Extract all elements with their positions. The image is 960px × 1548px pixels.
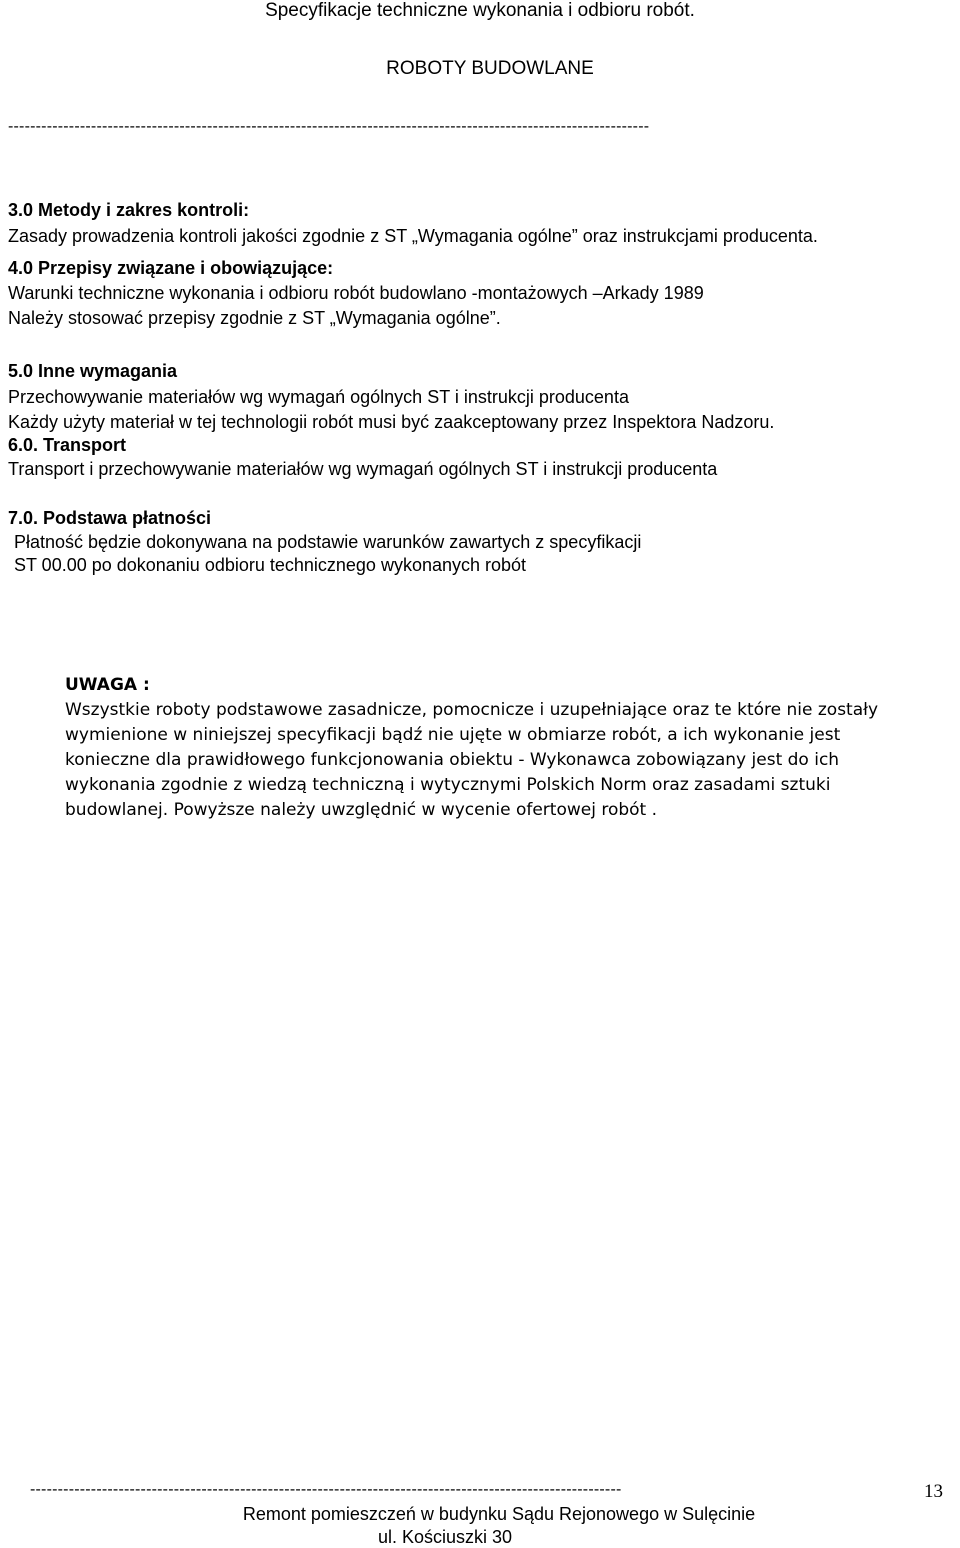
section-6-line: Transport i przechowywanie materiałów wg wymagań ogólnych ST i instrukcji producenta bbox=[8, 459, 718, 479]
warning-label: UWAGA : bbox=[65, 675, 150, 695]
section-7-line: Płatność będzie dokonywana na podstawie warunków zawartych z specyfikacji bbox=[14, 532, 642, 552]
section-5-line: Przechowywanie materiałów wg wymagań ogólnych ST i instrukcji producenta bbox=[8, 387, 629, 407]
section-4-line: Należy stosować przepisy zgodnie z ST „Wymagania ogólne”. bbox=[8, 308, 501, 328]
warning-line: Wszystkie roboty podstawowe zasadnicze, pomocnicze i uzupełniające oraz te które nie zostały bbox=[65, 700, 879, 720]
section-4-line: Warunki techniczne wykonania i odbioru robót budowlano -montażowych –Arkady 1989 bbox=[8, 283, 704, 303]
footer-line-1: Remont pomieszczeń w budynku Sądu Rejonowego w Sulęcinie bbox=[242, 1504, 756, 1524]
footer-separator: ----------------------------------------------------------------------------------------------------------- bbox=[30, 1481, 622, 1498]
footer-line-2: ul. Kościuszki 30 bbox=[377, 1527, 513, 1547]
warning-line: wymienione w niniejszej specyfikacji bądź nie ujęte w obmiarze robót, a ich wykonanie jest bbox=[65, 725, 841, 745]
section-5-heading: 5.0 Inne wymagania bbox=[8, 361, 178, 381]
warning-line: wykonania zgodnie z wiedzą techniczną i wytycznymi Polskich Norm oraz zasadami sztuki bbox=[65, 775, 831, 795]
document-subtitle: ROBOTY BUDOWLANE bbox=[386, 58, 594, 79]
page-number: 13 bbox=[924, 1481, 943, 1502]
section-7-heading: 7.0. Podstawa płatności bbox=[8, 508, 212, 528]
header-separator: -------------------------------------------------------------------------------------------------------------------- bbox=[8, 118, 650, 135]
section-4-heading: 4.0 Przepisy związane i obowiązujące: bbox=[8, 258, 334, 278]
section-3-heading: 3.0 Metody i zakres kontroli: bbox=[8, 200, 250, 220]
section-7-line: ST 00.00 po dokonaniu odbioru technicznego wykonanych robót bbox=[14, 555, 527, 575]
section-5-line: Każdy użyty materiał w tej technologii robót musi być zaakceptowany przez Inspektora Nadzoru. bbox=[8, 412, 775, 432]
warning-line: budowlanej. Powyższe należy uwzględnić w wycenie ofertowej robót . bbox=[65, 800, 658, 820]
warning-line: konieczne dla prawidłowego funkcjonowania obiektu - Wykonawca zobowiązany jest do ich bbox=[65, 750, 840, 770]
document-title: Specyfikacje techniczne wykonania i odbioru robót. bbox=[265, 0, 695, 21]
section-3-line: Zasady prowadzenia kontroli jakości zgodnie z ST „Wymagania ogólne” oraz instrukcjami producenta. bbox=[8, 226, 818, 246]
section-6-heading: 6.0. Transport bbox=[8, 435, 127, 455]
